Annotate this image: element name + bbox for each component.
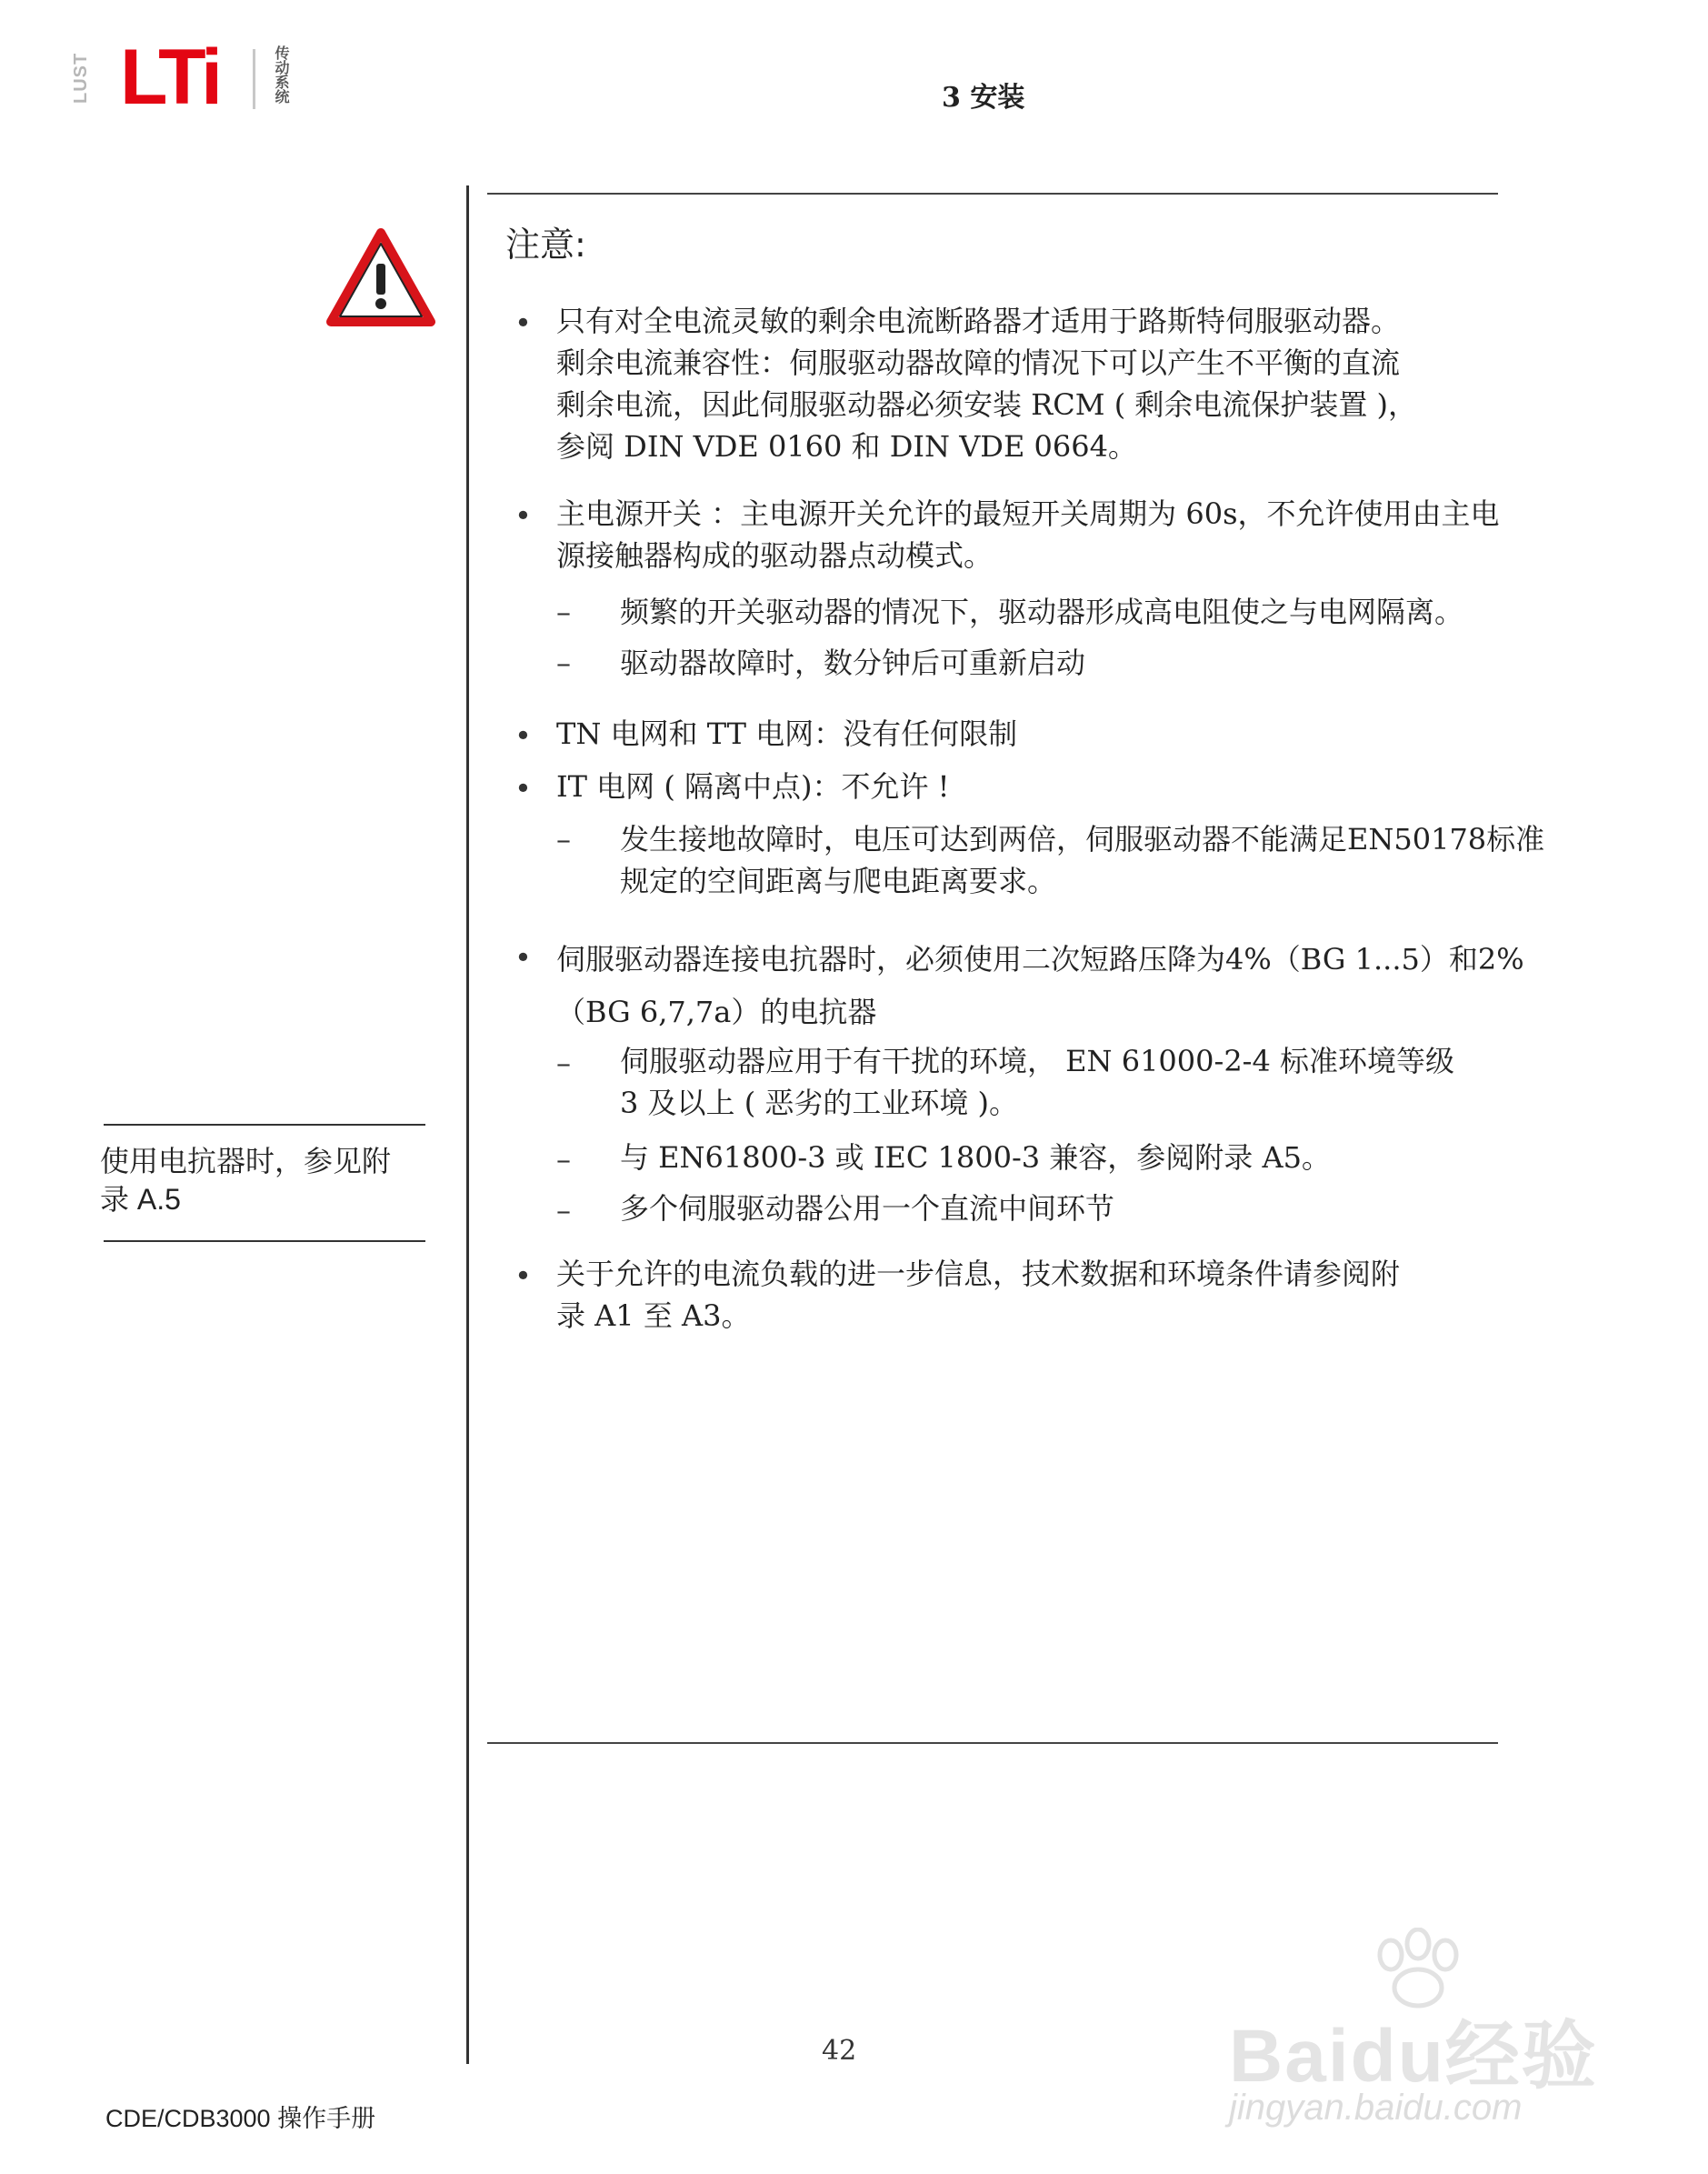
notice-subitem	[620, 642, 1085, 684]
logo-separator	[253, 49, 255, 109]
text-line: 关于允许的电流负载的进一步信息，技术数据和环境条件请参阅附	[556, 1257, 1401, 1291]
dash-symbol: –	[556, 1193, 571, 1227]
dash-symbol: –	[556, 595, 571, 629]
watermark-sub: jingyan.baidu.com	[1229, 2088, 1523, 2128]
bullet-symbol: •	[514, 718, 532, 753]
notice-item	[556, 933, 1524, 1038]
text-line: 参阅 DIN VDE 0160 和 DIN VDE 0664。	[556, 429, 1137, 464]
chapter-title: 3 安装	[942, 82, 1025, 114]
bullet-symbol: •	[514, 1258, 532, 1293]
notice-item	[556, 300, 1417, 467]
bullet-symbol: •	[514, 771, 532, 806]
notice-subitem	[620, 1187, 1114, 1229]
bullet-symbol: •	[514, 306, 532, 340]
warning-triangle-icon	[325, 227, 436, 329]
manual-title: CDE/CDB3000 操作手册	[105, 2105, 376, 2132]
notice-item	[556, 766, 950, 807]
notice-subitem	[620, 818, 1544, 902]
dash-symbol: –	[556, 646, 571, 680]
text-line: 多个伺服驱动器公用一个直流中间环节	[620, 1191, 1115, 1226]
text-line: 3 及以上 ( 恶劣的工业环境 )。	[620, 1086, 1019, 1120]
notice-item	[556, 493, 1500, 576]
text-line: 只有对全电流灵敏的剩余电流断路器才适用于路斯特伺服驱动器。	[556, 304, 1401, 338]
logo-chinese-text: 传动系统	[273, 45, 290, 104]
sidebar-rule-top	[104, 1124, 425, 1126]
text-line: 剩余电流，因此伺服驱动器必须安装 RCM ( 剩余电流保护装置 )，	[556, 387, 1418, 422]
text-line: 剩余电流兼容性：伺服驱动器故障的情况下可以产生不平衡的直流	[556, 346, 1401, 380]
notice-item	[556, 713, 1017, 755]
bullet-symbol: •	[514, 940, 532, 975]
text-line: TN 电网和 TT 电网：没有任何限制	[556, 716, 1018, 751]
text-line: 伺服驱动器连接电抗器时，必须使用二次短路压降为4%（BG 1...5）和2%	[556, 942, 1524, 977]
text-line: 录 A1 至 A3。	[556, 1298, 751, 1333]
text-line: 伺服驱动器应用于有干扰的环境， EN 61000-2-4 标准环境等级	[620, 1044, 1455, 1078]
text-line: 规定的空间距离与爬电距离要求。	[620, 864, 1057, 898]
text-line: 发生接地故障时，电压可达到两倍，伺服驱动器不能满足EN50178标准	[620, 822, 1545, 857]
dash-symbol: –	[556, 822, 571, 857]
text-line: 主电源开关 ：主电源开关允许的最短开关周期为 60s，不允许使用由主电	[556, 496, 1500, 531]
notice-item	[556, 1253, 1400, 1337]
dash-symbol: –	[556, 1046, 571, 1080]
bullet-symbol: •	[514, 498, 532, 533]
logo-lust-text: LUST	[71, 52, 91, 105]
text-line: IT 电网 ( 隔离中点)：不允许 !	[556, 769, 950, 804]
text-line: 频繁的开关驱动器的情况下，驱动器形成高电阻使之与电网隔离。	[620, 595, 1464, 629]
dash-symbol: –	[556, 1142, 571, 1177]
text-line: 源接触器构成的驱动器点动模式。	[556, 538, 994, 573]
watermark-main: Baidu经验	[1229, 2015, 1598, 2098]
notice-subitem	[620, 591, 1463, 633]
page-number: 42	[822, 2035, 857, 2067]
text-line: 与 EN61800-3 或 IEC 1800-3 兼容，参阅附录 A5。	[620, 1140, 1331, 1175]
bottom-divider	[487, 1742, 1498, 1744]
top-divider	[487, 193, 1498, 195]
vertical-divider	[466, 185, 469, 2064]
logo-lti: LTi	[120, 34, 220, 121]
notice-subitem	[620, 1040, 1454, 1124]
notice-heading: 注意:	[505, 225, 586, 265]
notice-subitem	[620, 1137, 1331, 1178]
text-line: （BG 6,7,7a）的电抗器	[556, 995, 877, 1029]
sidebar-note-line: 使用电抗器时，参见附	[100, 1144, 392, 1178]
sidebar-rule-bottom	[104, 1240, 425, 1242]
sidebar-note-line: 录 A.5	[100, 1183, 181, 1216]
sidebar-note	[100, 1142, 445, 1218]
text-line: 驱动器故障时，数分钟后可重新启动	[620, 646, 1086, 680]
